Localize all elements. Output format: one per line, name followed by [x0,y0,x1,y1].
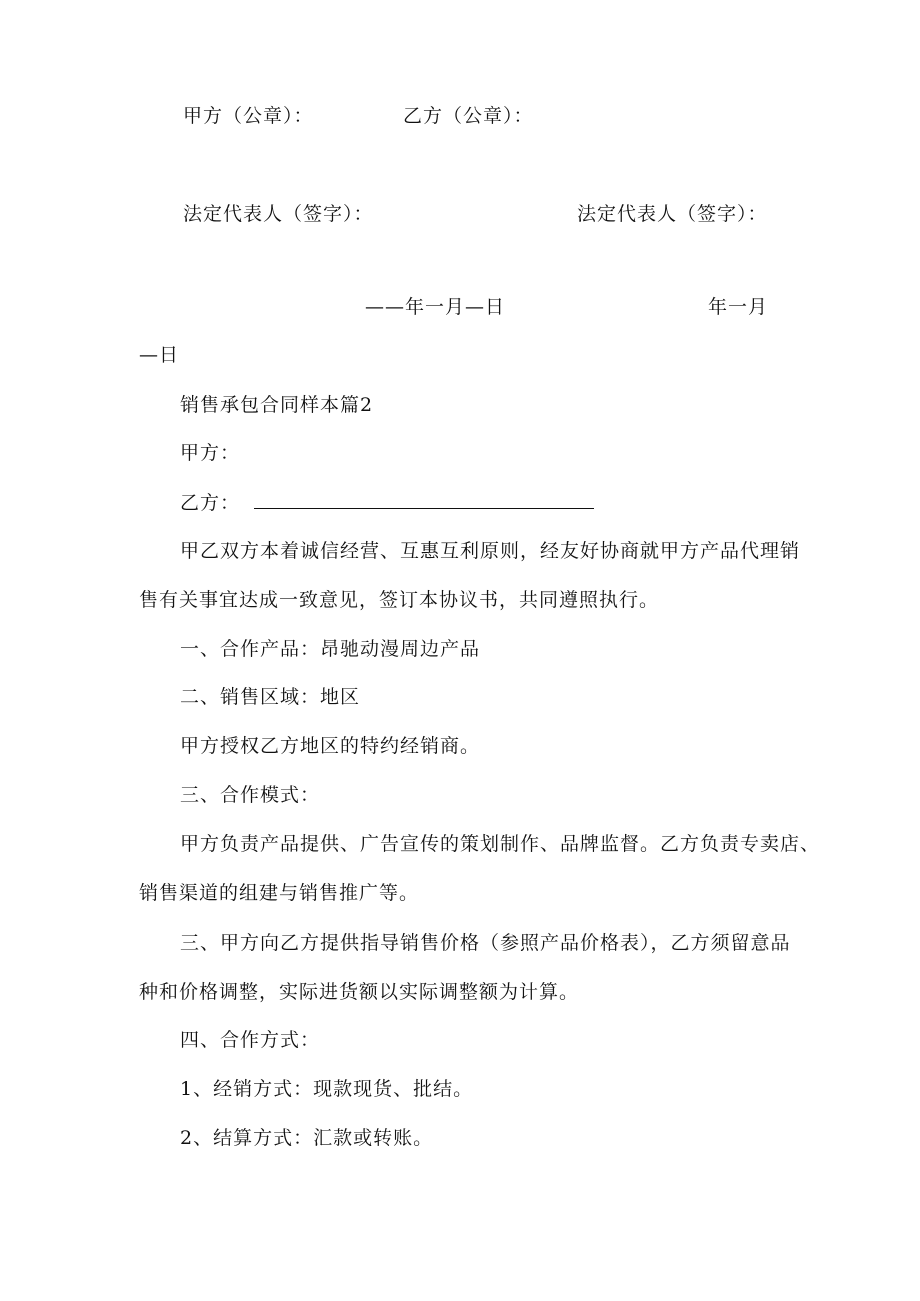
party-b-seal-label: 乙方（公章）： [403,105,534,127]
clause-region-detail: 甲方授权乙方地区的特约经销商。 [180,735,481,757]
party-a-date: ——年一月—日 [365,296,506,318]
party-a-seal-label: 甲方（公章）： [183,105,314,127]
intro-paragraph-line-1: 甲乙双方本着诚信经营、互惠互利原则，经友好协商就甲方产品代理销 [180,540,801,562]
party-b-blank-line [254,490,594,509]
intro-paragraph-line-2: 售有关事宜达成一致意见，签订本协议书，共同遵照执行。 [139,589,660,611]
clause-mode-detail-line-2: 销售渠道的组建与销售推广等。 [139,882,420,904]
party-b-label: 乙方： [180,492,241,514]
clause-distribution-method: 1、经销方式：现款现货、批结。 [180,1078,474,1100]
party-b-row [180,490,594,515]
party-b-date: 年一月 [708,296,769,318]
party-b-representative-label: 法定代表人（签字）： [577,203,768,225]
party-a-representative-label: 法定代表人（签字）： [183,203,374,225]
party-a-label: 甲方： [180,442,241,464]
clause-price-line-2: 种和价格调整，实际进货额以实际调整额为计算。 [139,981,580,1003]
clause-region: 二、销售区域：地区 [180,686,361,708]
clause-price-line-1: 三、甲方向乙方提供指导销售价格（参照产品价格表），乙方须留意品 [180,932,791,954]
party-b-date-continued: —日 [139,344,180,366]
clause-mode-detail-line-1: 甲方负责产品提供、广告宣传的策划制作、品牌监督。乙方负责专卖店、 [180,833,821,855]
clause-product: 一、合作产品：昂驰动漫周边产品 [180,638,481,660]
clause-settlement-method: 2、结算方式：汇款或转账。 [180,1127,434,1149]
clause-cooperation-method: 四、合作方式： [180,1029,321,1051]
section-heading: 销售承包合同样本篇2 [180,394,374,416]
clause-mode: 三、合作模式： [180,784,321,806]
